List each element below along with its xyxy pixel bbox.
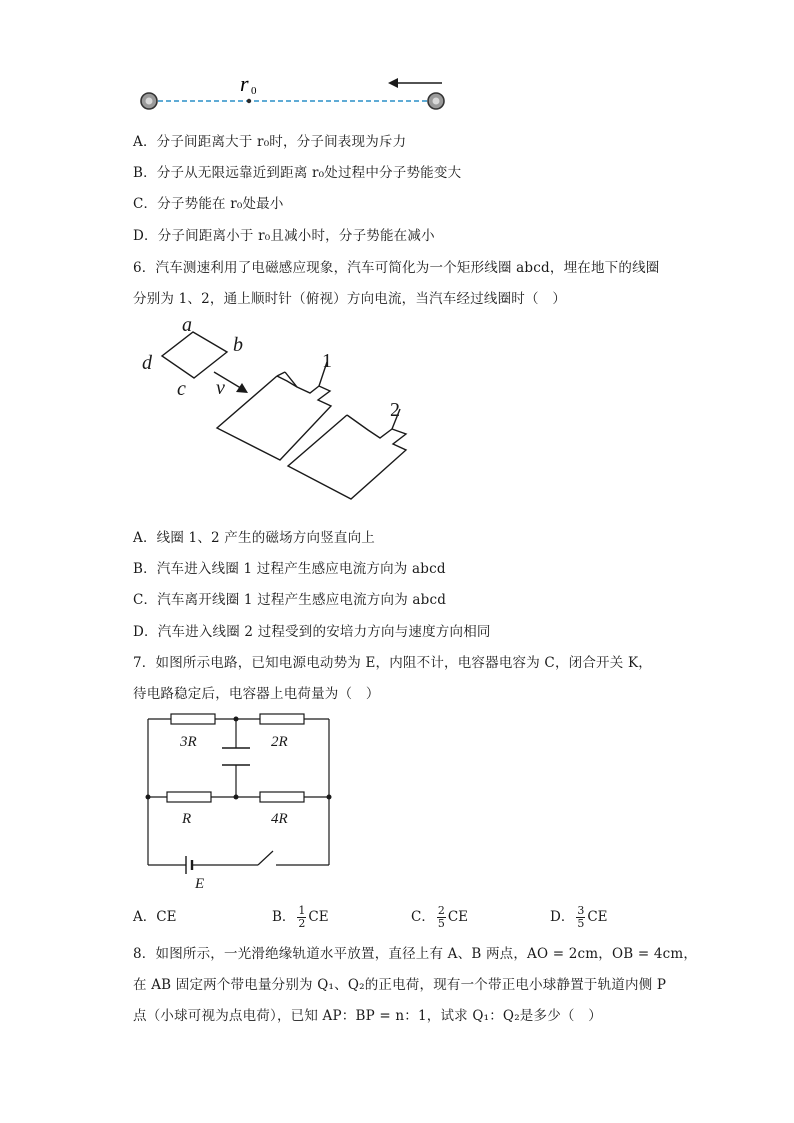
q6-option-b: B．汽车进入线圈 1 过程产生感应电流方向为 abcd xyxy=(133,561,446,577)
resistor-R xyxy=(167,792,211,802)
switch-K xyxy=(258,851,273,865)
q7-option-d: D． $\frac{3}{5}$ CE xyxy=(550,904,608,930)
label-coil-2: 2 xyxy=(390,399,400,421)
q5-option-c: C．分子势能在 r₀处最小 xyxy=(133,196,284,212)
label-d: d xyxy=(142,352,152,374)
car-coil xyxy=(162,332,227,378)
q5-option-d: D．分子间距离小于 r₀且减小时，分子势能在减小 xyxy=(133,228,435,244)
coil-figure xyxy=(130,312,430,517)
resistor-3R xyxy=(171,714,215,724)
molecule-figure xyxy=(130,68,460,118)
label-R: R xyxy=(182,811,192,827)
label-coil-1: 1 xyxy=(322,350,332,372)
label-b: b xyxy=(233,334,243,356)
label-2R: 2R xyxy=(271,734,288,750)
q6-option-a: A．线圈 1、2 产生的磁场方向竖直向上 xyxy=(133,530,376,546)
r0-label: r xyxy=(240,71,249,96)
label-4R: 4R xyxy=(271,811,288,827)
q7-stem-line2: 待电路稳定后，电容器上电荷量为（ ） xyxy=(133,686,380,702)
q7-option-b: B． $\frac{1}{2}$ CE xyxy=(272,904,329,930)
circuit-figure xyxy=(140,708,340,893)
q7-option-c: C． $\frac{2}{5}$ CE xyxy=(411,904,469,930)
q6-option-d: D．汽车进入线圈 2 过程受到的安培力方向与速度方向相同 xyxy=(133,624,491,640)
buried-coil-1 xyxy=(217,376,331,460)
q5-option-a: A．分子间距离大于 r₀时，分子间表现为斥力 xyxy=(133,134,407,150)
buried-coil-2 xyxy=(288,415,406,499)
q5-option-b: B．分子从无限远靠近到距离 r₀处过程中分子势能变大 xyxy=(133,165,462,181)
label-3R: 3R xyxy=(180,734,197,750)
resistor-4R xyxy=(260,792,304,802)
label-v: v xyxy=(216,377,225,399)
q7-option-a: A．CE xyxy=(133,909,177,925)
label-a: a xyxy=(182,314,192,336)
q6-stem-line1: 6．汽车测速利用了电磁感应现象，汽车可简化为一个矩形线圈 abcd，埋在地下的线圈 xyxy=(133,260,660,276)
label-E: E xyxy=(195,876,205,892)
q6-stem-line2: 分别为 1、2，通上顺时针（俯视）方向电流，当汽车经过线圈时（ ） xyxy=(133,291,567,307)
q8-stem-line2: 在 AB 固定两个带电量分别为 Q₁、Q₂的正电荷，现有一个带正电小球静置于轨道内侧 P xyxy=(133,977,667,993)
resistor-2R xyxy=(260,714,304,724)
r0-subscript: 0 xyxy=(251,85,257,97)
q6-option-c: C．汽车离开线圈 1 过程产生感应电流方向为 abcd xyxy=(133,592,447,608)
q8-stem-line3: 点（小球可视为点电荷），已知 AP：BP = n：1，试求 Q₁：Q₂是多少（ ） xyxy=(133,1008,603,1024)
label-c: c xyxy=(177,378,186,400)
q7-stem-line1: 7．如图所示电路，已知电源电动势为 E，内阻不计，电容器电容为 C，闭合开关 K， xyxy=(133,655,652,671)
q8-stem-line1: 8．如图所示，一光滑绝缘轨道水平放置，直径上有 A、B 两点，AO = 2cm，OB = 4cm， xyxy=(133,946,698,962)
